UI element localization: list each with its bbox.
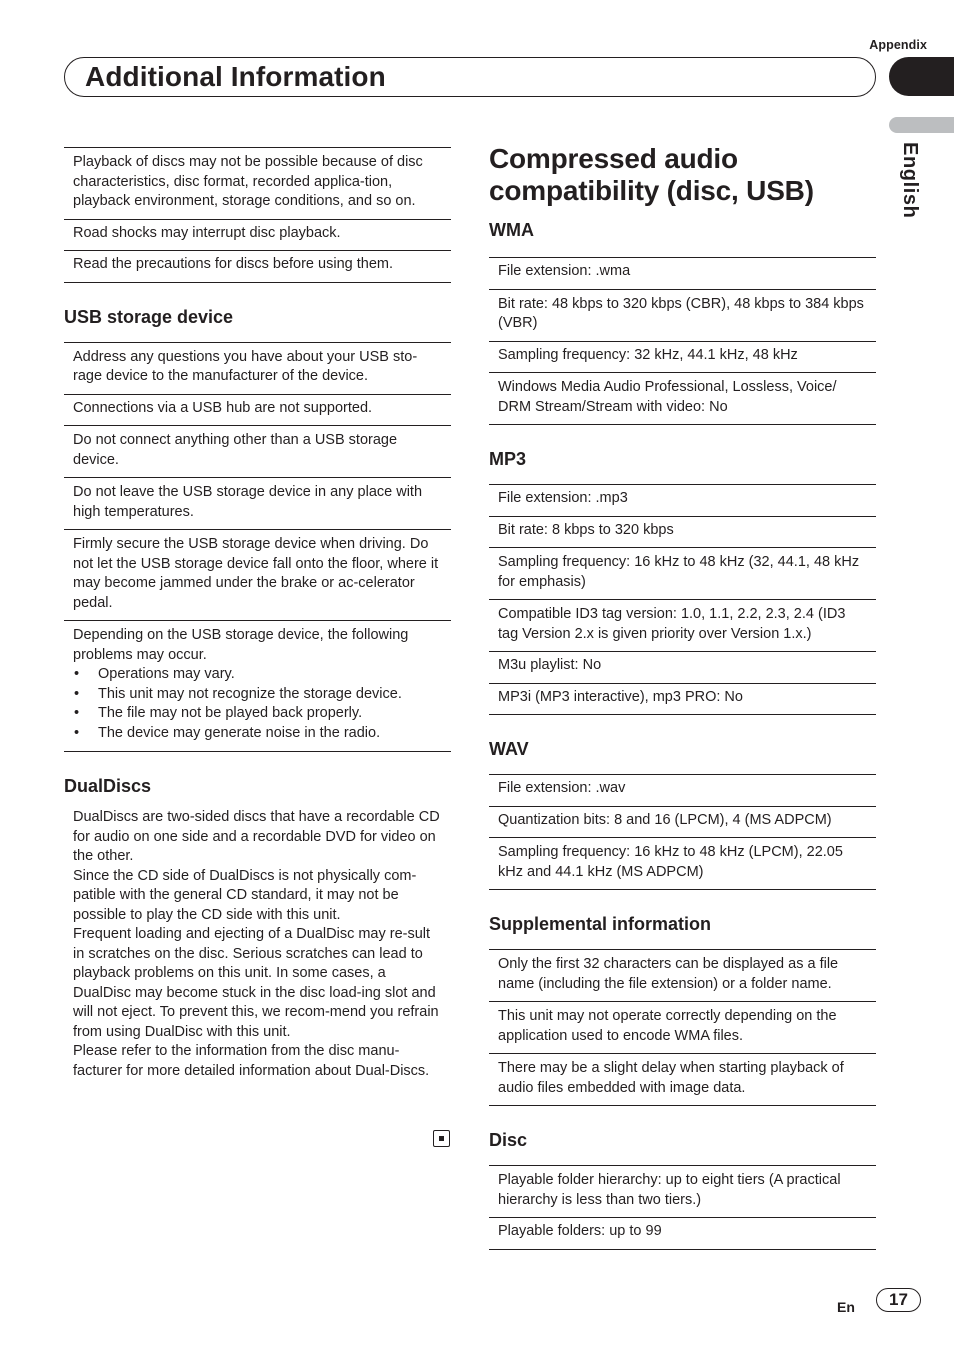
- table-row: [64, 621, 451, 752]
- table-row: Bit rate: 48 kbps to 320 kbps (CBR), 48 kbps to 384 kbps (VBR): [489, 290, 876, 342]
- dualdiscs-heading: DualDiscs: [64, 776, 152, 796]
- table-row: File extension: .wma: [489, 258, 876, 290]
- table-row: Address any questions you have about your USB sto-rage device to the manufacturer of the device.: [64, 343, 451, 395]
- table-row: Do not leave the USB storage device in any place with high temperatures.: [64, 478, 451, 530]
- section-label: Appendix: [869, 38, 927, 52]
- compressed-audio-heading: [489, 143, 876, 207]
- table-row: File extension: .mp3: [489, 485, 876, 517]
- paragraph: DualDiscs are two-sided discs that have a recordable CD for audio on one side and a recordable DVD for video on the other.: [73, 809, 440, 864]
- heading-line: compatibility (disc, USB): [489, 175, 814, 206]
- list-item: • This unit may not recognize the storage device.: [73, 685, 442, 705]
- table-row: Bit rate: 8 kbps to 320 kbps: [489, 517, 876, 549]
- list-item: • The device may generate noise in the radio.: [73, 724, 442, 744]
- chapter-title: Additional Information: [85, 61, 386, 92]
- table-row: Sampling frequency: 32 kHz, 44.1 kHz, 48 kHz: [489, 342, 876, 374]
- table-row: Playable folder hierarchy: up to eight tiers (A practical hierarchy is less than two tiers.): [489, 1166, 876, 1218]
- end-of-section-icon: [433, 1130, 450, 1147]
- usb-notes-table: [64, 342, 451, 753]
- table-row: Playback of discs may not be possible because of disc characteristics, disc format, recorded applica-tion, playback environment, storage conditions, and so on.: [64, 148, 451, 220]
- disc-heading: Disc: [489, 1130, 528, 1150]
- language-tab-marker: [889, 117, 954, 133]
- usb-heading: USB storage device: [64, 306, 234, 327]
- table-row: This unit may not operate correctly depending on the application used to encode WMA files.: [489, 1002, 876, 1054]
- paragraph: Frequent loading and ejecting of a DualDisc may re-sult in scratches on the disc. Serious scratches can lead to playback problems on this unit. In some cases, a DualDisc may become stuck in the disc load-ing slot and will not eject. To prevent this, we recom-mend you refrain from using DualDisc with this unit.: [73, 926, 439, 1040]
- wav-table: [489, 774, 876, 890]
- list-item: • Operations may vary.: [73, 665, 442, 685]
- table-row: MP3i (MP3 interactive), mp3 PRO: No: [489, 684, 876, 716]
- table-row: Road shocks may interrupt disc playback.: [64, 220, 451, 252]
- problems-intro: Depending on the USB storage device, the following problems may occur.: [73, 627, 409, 663]
- supplemental-heading: Supplemental information: [489, 914, 712, 934]
- wma-table: [489, 257, 876, 425]
- table-row: Compatible ID3 tag version: 1.0, 1.1, 2.2, 2.3, 2.4 (ID3 tag Version 2.x is given priority over Version 1.x.): [489, 600, 876, 652]
- mp3-heading: MP3: [489, 449, 527, 469]
- disc-table: [489, 1165, 876, 1250]
- table-row: Firmly secure the USB storage device when driving. Do not let the USB storage device fall onto the floor, where it may become jammed under the brake or ac-celerator pedal.: [64, 530, 451, 621]
- chapter-tab-marker: [889, 57, 954, 96]
- table-row: Connections via a USB hub are not supported.: [64, 395, 451, 427]
- table-row: Windows Media Audio Professional, Lossless, Voice/ DRM Stream/Stream with video: No: [489, 373, 876, 425]
- table-row: File extension: .wav: [489, 775, 876, 807]
- table-row: M3u playlist: No: [489, 652, 876, 684]
- table-row: Playable folders: up to 99: [489, 1218, 876, 1250]
- table-row: Quantization bits: 8 and 16 (LPCM), 4 (MS ADPCM): [489, 807, 876, 839]
- chapter-header: [64, 57, 876, 97]
- mp3-table: [489, 484, 876, 715]
- language-label: English: [899, 142, 921, 219]
- paragraph: Please refer to the information from the disc manu-facturer for more detailed information about Dual-Discs.: [73, 1043, 430, 1079]
- table-row: Only the first 32 characters can be displayed as a file name (including the file extension) or a folder name.: [489, 950, 876, 1002]
- table-row: Read the precautions for discs before using them.: [64, 251, 451, 283]
- table-row: Sampling frequency: 16 kHz to 48 kHz (LPCM), 22.05 kHz and 44.1 kHz (MS ADPCM): [489, 838, 876, 890]
- table-row: Do not connect anything other than a USB storage device.: [64, 426, 451, 478]
- supplemental-table: [489, 949, 876, 1106]
- left-column: [64, 147, 451, 1081]
- list-item: • The file may not be played back properly.: [73, 704, 442, 724]
- wma-heading: WMA: [489, 220, 534, 240]
- paragraph: Since the CD side of DualDiscs is not physically com-patible with the general CD standard, it may not be possible to play the CD side with this unit.: [73, 867, 417, 923]
- dualdiscs-body: [64, 808, 451, 1081]
- table-row: There may be a slight delay when starting playback of audio files embedded with image data.: [489, 1054, 876, 1106]
- disc-notes-table: [64, 147, 451, 283]
- table-row: Sampling frequency: 16 kHz to 48 kHz (32, 44.1, 48 kHz for emphasis): [489, 548, 876, 600]
- page-number: 17: [876, 1288, 921, 1312]
- wav-heading: WAV: [489, 739, 529, 759]
- heading-line: Compressed audio: [489, 143, 738, 174]
- problems-list: [73, 665, 442, 743]
- footer-language-code: En: [837, 1299, 855, 1315]
- right-column: [489, 143, 876, 1250]
